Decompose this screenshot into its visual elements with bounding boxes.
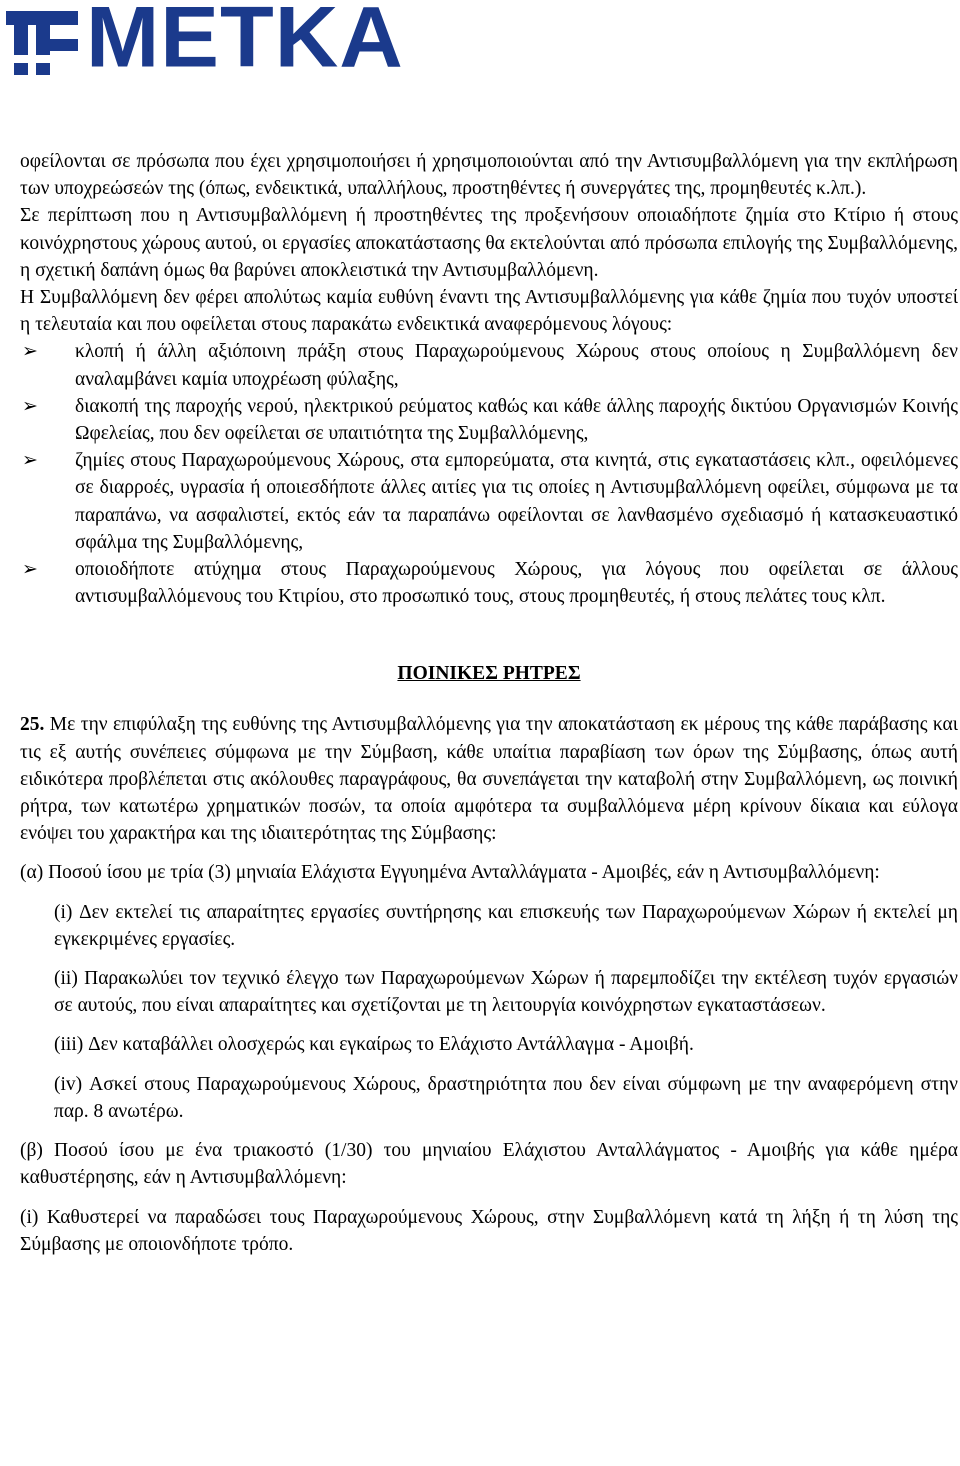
paragraph: Η Συμβαλλόμενη δεν φέρει απολύτως καμία ευθύνη έναντι της Αντισυμβαλλόμενης για κάθε ζημία που τυχόν υποστεί η τελευταία και που οφείλεται στους παρακάτω ενδεικτικά αναφερόμενους λόγους: [20,287,958,336]
list-item-text: οποιοδήποτε ατύχημα στους Παραχωρούμενους Χώρους, για λόγους που οφείλεται σε άλλους αντισυμβαλλόμενους του Κτιρίου, στο προσωπικό τους, στους προμηθευτές, ή στους πελάτες τους κλπ. [75,559,958,608]
list-item-text: ζημίες στους Παραχωρούμενους Χώρους, στα εμπορεύματα, στα κινητά, στις εγκαταστάσεις κλπ., οφειλόμενες σε διαρροές, υγρασία ή οποιεσδήποτε άλλες αιτίες για τις οποίες η Αντισυμβαλλόμενη οφείλει, σύμφωνα με τα παραπάνω, να ασφαλιστεί, εκτός εάν τα παραπάνω οφείλονται σε λανθασμένο σχεδιασμό ή κατασκευαστικό σφάλμα της Συμβαλλόμενης, [75,450,958,553]
article-text: Με την επιφύλαξη της ευθύνης της Αντισυμβαλλόμενης για την αποκατάσταση εκ μέρους της κάθε παράβασης και τις εξ αυτής συνέπειες σύμφωνα με την Σύμβαση, κάθε υπαίτια παραβίαση των όρων της Σύμβασης, όπως αυτή ειδικότερα προβλέπεται στις ακόλουθες παραγράφους, θα συνεπάγεται την καταβολή στην Συμβαλλόμενη, ως ποινική ρήτρα, των κατωτέρω χρηματικών ποσών, τα οποία αμφότερα τα συμβαλλόμενα μέρη κρίνουν δίκαια και εύλογα ενόψει του χαρακτήρα και της ιδιαιτερότητας της Σύμβασης: [20,714,958,845]
list-item-text: κλοπή ή άλλη αξιόποινη πράξη στους Παραχωρούμενους Χώρους στους οποίους η Συμβαλλόμενη δεν αναλαμβάνει καμία υποχρέωση φύλαξης, [75,341,958,390]
article-number: 25. [20,714,45,736]
company-logo [6,0,404,86]
section-heading: ΠΟΙΝΙΚΕΣ ΡΗΤΡΕΣ [397,663,581,685]
paragraph: Σε περίπτωση που η Αντισυμβαλλόμενη ή προστηθέντες της προξενήσουν οποιαδήποτε ζημία στο Κτίριο ή στους κοινόχρηστους χώρους αυτού, οι εργασίες αποκατάστασης θα εκτελούνται από πρόσωπα επιλογής της Συμβαλλόμενης, η σχετική δαπάνη όμως θα βαρύνει αποκλειστικά την Αντισυμβαλλόμενη. [20,205,958,281]
arrow-bullet-icon: ➢ [22,394,38,417]
list-item [20,447,958,556]
clause-a-item: (iii) Δεν καταβάλλει ολοσχερώς και εγκαίρως το Ελάχιστο Αντάλλαγμα - Αμοιβή. [54,1034,694,1056]
arrow-bullet-icon: ➢ [22,558,38,581]
list-item-text: διακοπή της παροχής νερού, ηλεκτρικού ρεύματος καθώς και κάθε άλλης παροχής δικτύου Οργανισμών Κοινής Ωφελείας, που δεν οφείλεται σε υπαιτιότητα της Συμβαλλόμενης, [75,395,958,445]
bullet-list [20,338,958,610]
logo-mark-icon [6,3,78,75]
list-item [20,556,958,610]
list-item [20,393,958,447]
arrow-bullet-icon: ➢ [22,340,38,363]
clause-a-item: (ii) Παρακωλύει τον τεχνικό έλεγχο των Παραχωρούμενων Χώρων ή παρεμποδίζει την εκτέλεση τυχόν εργασιών σε αυτούς, που είναι απαραίτητες και σχετίζονται με τη λειτουργία κοινόχρηστων εγκαταστάσεων. [54,968,958,1017]
clause-a: (α) Ποσού ίσου με τρία (3) μηνιαία Ελάχιστα Εγγυημένα Ανταλλάγματα - Αμοιβές, εάν η Αντισυμβαλλόμενη: [20,862,880,884]
document-body [20,148,958,1258]
logo-wordmark: METKA [86,0,404,86]
list-item [20,338,958,392]
paragraph: οφείλονται σε πρόσωπα που έχει χρησιμοποιήσει ή χρησιμοποιούνται από την Αντισυμβαλλόμενη για την εκπλήρωση των υποχρεώσεών της (όπως, ενδεικτικά, υπαλλήλους, προστηθέντες ή συνεργάτες της, προμηθευτές κ.λπ.). [20,151,958,200]
arrow-bullet-icon: ➢ [22,449,38,472]
clause-a-item: (iv) Ασκεί στους Παραχωρούμενους Χώρους, δραστηριότητα που δεν είναι σύμφωνη με την αναφερόμενη στην παρ. 8 ανωτέρω. [54,1073,958,1122]
article-paragraph [20,711,958,847]
clause-a-item: (i) Δεν εκτελεί τις απαραίτητες εργασίες συντήρησης και επισκευής των Παραχωρούμενων Χώρων ή εκτελεί μη εγκεκριμένες εργασίες. [54,901,958,950]
clause-b-item: (i) Καθυστερεί να παραδώσει τους Παραχωρούμενους Χώρους, στην Συμβαλλόμενη κατά τη λήξη ή τη λύση της Σύμβασης με οποιονδήποτε τρόπο. [20,1206,958,1255]
clause-b: (β) Ποσού ίσου με ένα τριακοστό (1/30) του μηνιαίου Ελάχιστου Ανταλλάγματος - Αμοιβής για κάθε ημέρα καθυστέρησης, εάν η Αντισυμβαλλόμενη: [20,1140,958,1189]
